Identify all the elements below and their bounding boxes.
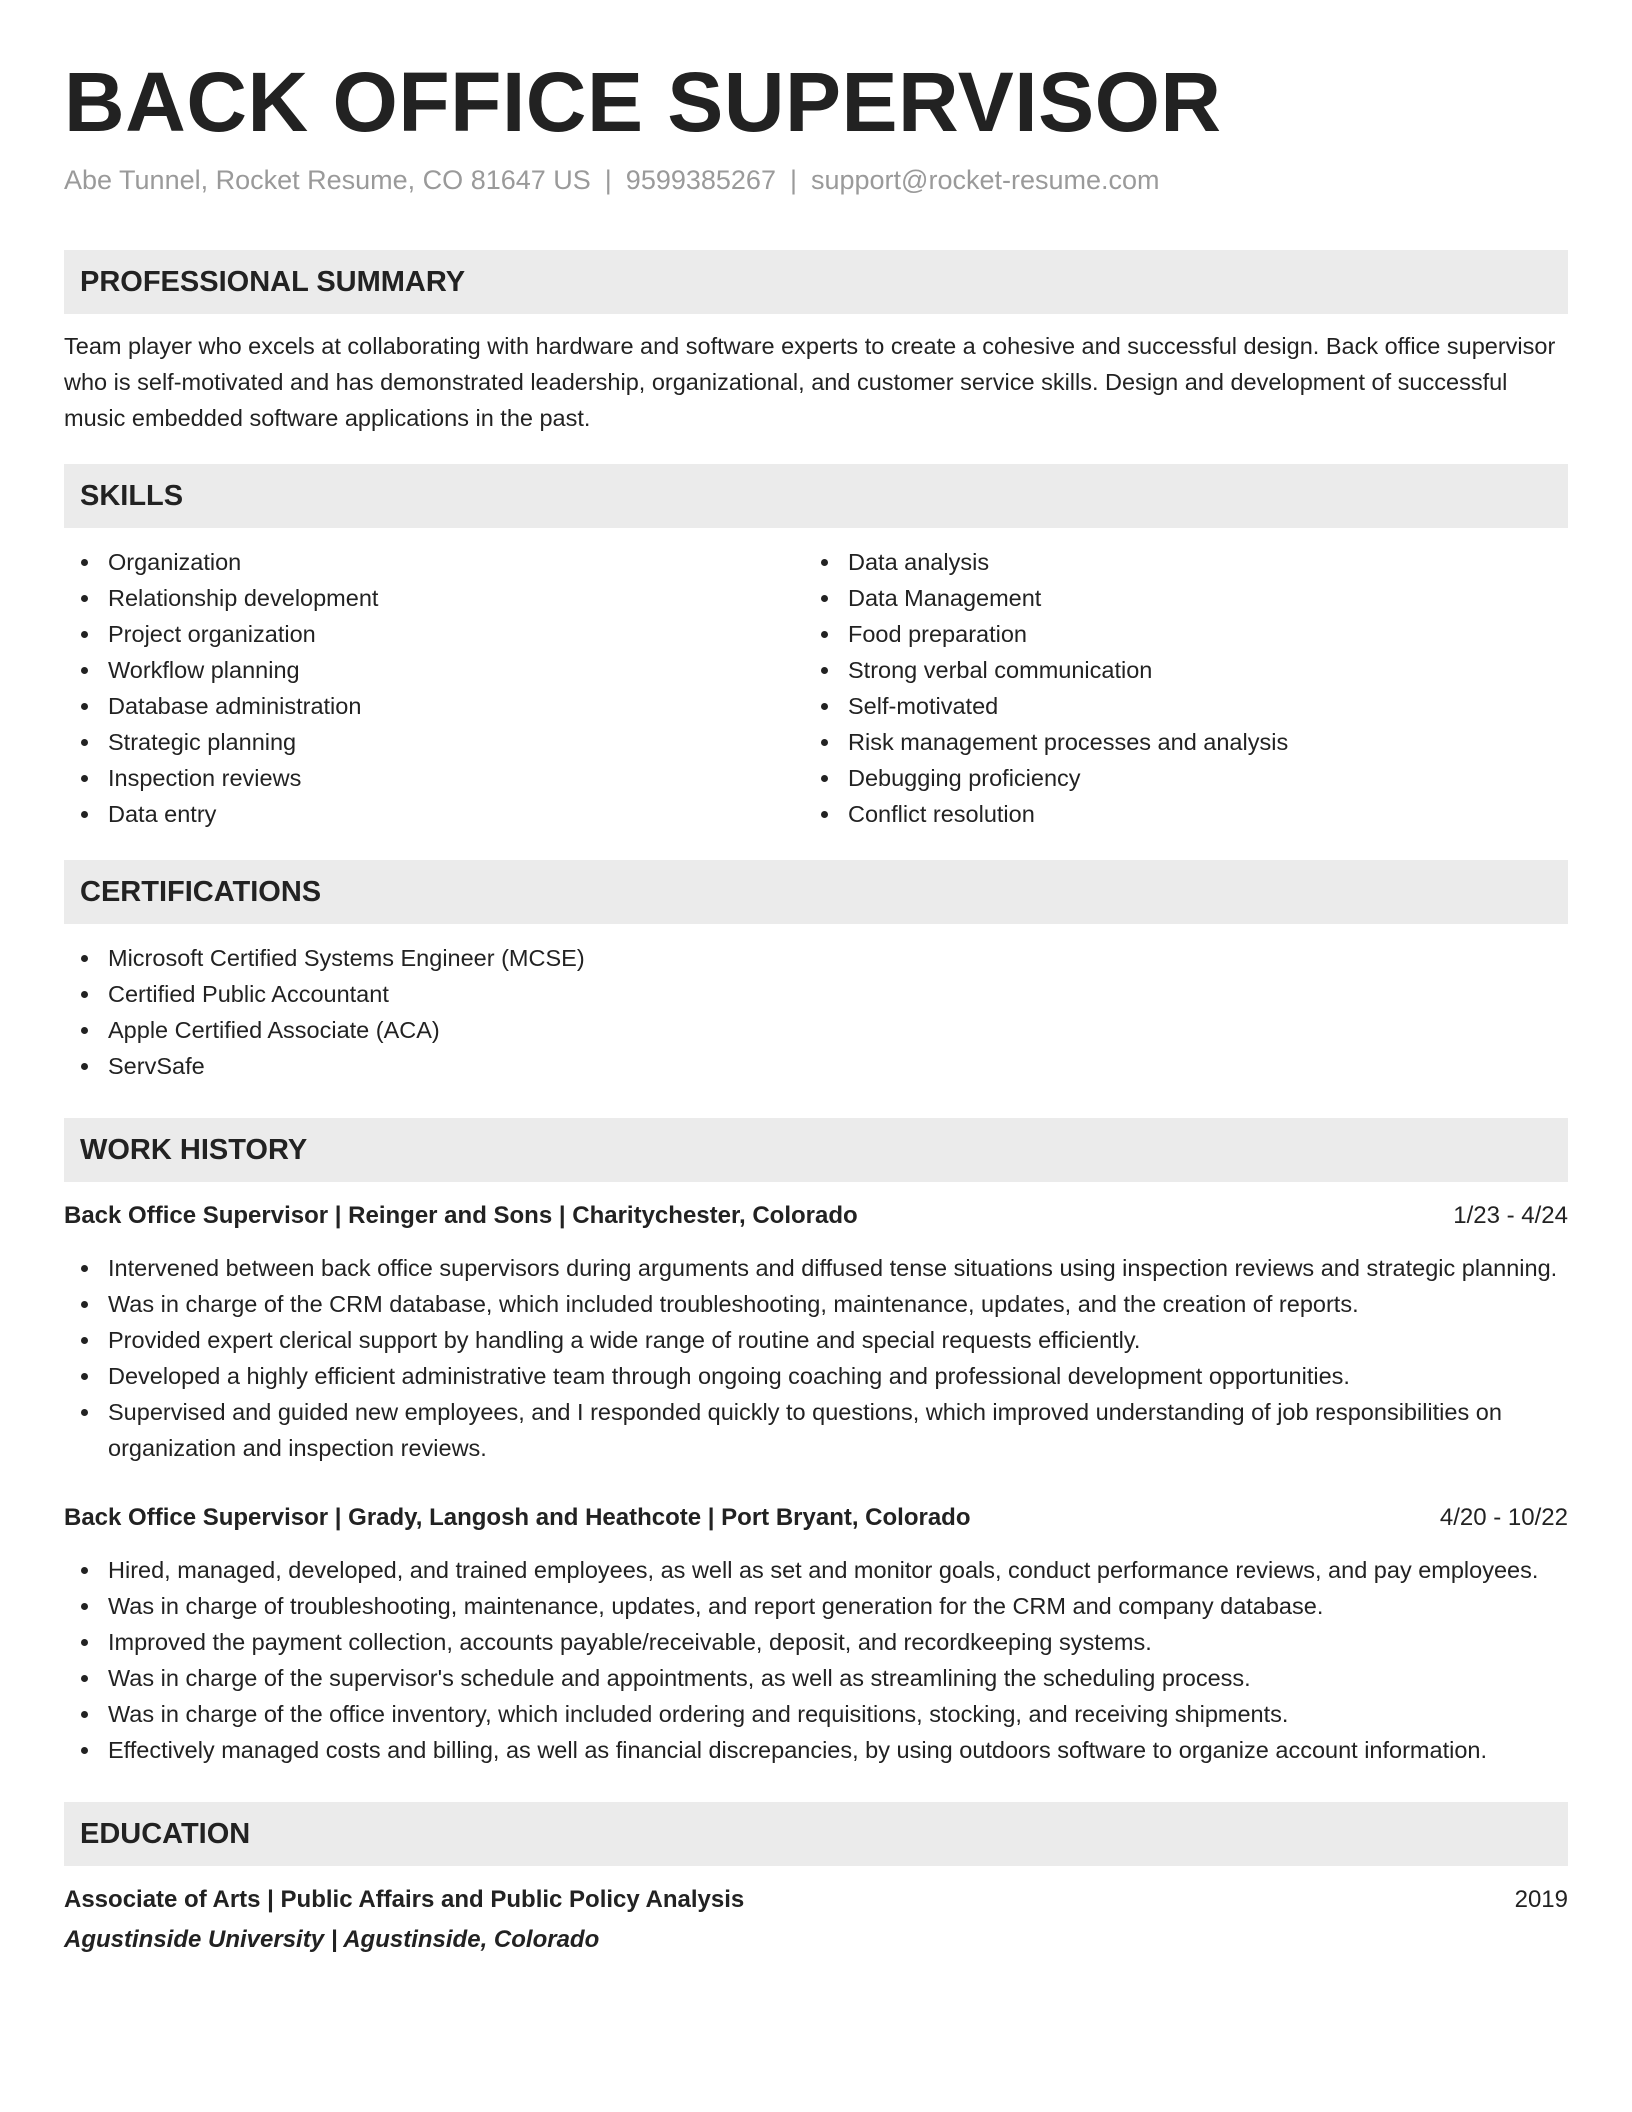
skill-item: Risk management processes and analysis <box>804 724 1544 760</box>
certification-item: Apple Certified Associate (ACA) <box>64 1012 1568 1048</box>
education-year: 2019 <box>1514 1886 1568 1913</box>
skills-column-left <box>64 544 804 832</box>
job-bullet: Intervened between back office supervisors during arguments and diffused tense situations using inspection reviews and strategic planning. <box>64 1250 1568 1286</box>
skill-item: Data entry <box>64 796 804 832</box>
education-header <box>64 1882 1568 1918</box>
contact-phone: 9599385267 <box>625 165 776 195</box>
skill-item: Workflow planning <box>64 652 804 688</box>
job-bullet: Was in charge of troubleshooting, maintenance, updates, and report generation for the CRM and company database. <box>64 1588 1568 1624</box>
education-entry <box>64 1882 1568 1958</box>
contact-separator: | <box>789 165 797 195</box>
contact-email: support@rocket-resume.com <box>810 165 1160 195</box>
section-header-skills: SKILLS <box>64 464 1568 528</box>
skill-item: Inspection reviews <box>64 760 804 796</box>
skill-item: Organization <box>64 544 804 580</box>
job-dates: 1/23 - 4/24 <box>1453 1202 1568 1229</box>
job-entry <box>64 1500 1568 1768</box>
job-bullet: Developed a highly efficient administrative team through ongoing coaching and professional development opportunities. <box>64 1358 1568 1394</box>
job-bullets <box>64 1250 1568 1466</box>
summary-text: Team player who excels at collaborating with hardware and software experts to create a cohesive and successful design. Back office supervisor who is self-motivated and has demonstrated leadership, organizational, and customer service skills. Design and development of successful music embedded software applications in the past. <box>64 333 1556 431</box>
skill-item: Data analysis <box>804 544 1544 580</box>
skill-item: Data Management <box>804 580 1544 616</box>
job-header <box>64 1500 1568 1536</box>
job-bullet: Effectively managed costs and billing, as well as financial discrepancies, by using outdoors software to organize account information. <box>64 1732 1568 1768</box>
job-bullet: Supervised and guided new employees, and I responded quickly to questions, which improved understanding of job responsibilities on organization and inspection reviews. <box>64 1394 1568 1466</box>
skill-item: Relationship development <box>64 580 804 616</box>
contact-address: Abe Tunnel, Rocket Resume, CO 81647 US <box>64 165 591 195</box>
certification-item: ServSafe <box>64 1048 1568 1084</box>
education-school: Agustinside University | Agustinside, Colorado <box>64 1926 600 1953</box>
job-dates: 4/20 - 10/22 <box>1439 1504 1568 1531</box>
section-header-summary: PROFESSIONAL SUMMARY <box>64 250 1568 314</box>
job-entry <box>64 1198 1568 1466</box>
education-degree: Associate of Arts | Public Affairs and Public Policy Analysis <box>64 1886 745 1913</box>
skills-column-right <box>804 544 1544 832</box>
section-header-work-history: WORK HISTORY <box>64 1118 1568 1182</box>
contact-separator: | <box>604 165 612 195</box>
skills-list <box>64 544 1568 832</box>
section-header-certifications: CERTIFICATIONS <box>64 860 1568 924</box>
job-title: Back Office Supervisor | Grady, Langosh and Heathcote | Port Bryant, Colorado <box>64 1504 971 1531</box>
certification-item: Microsoft Certified Systems Engineer (MCSE) <box>64 940 1568 976</box>
skill-item: Conflict resolution <box>804 796 1544 832</box>
job-bullet: Provided expert clerical support by handling a wide range of routine and special requests efficiently. <box>64 1322 1568 1358</box>
job-bullet: Was in charge of the office inventory, which included ordering and requisitions, stocking, and receiving shipments. <box>64 1696 1568 1732</box>
certifications-list <box>64 940 1568 1084</box>
job-bullet: Hired, managed, developed, and trained employees, as well as set and monitor goals, conduct performance reviews, and pay employees. <box>64 1552 1568 1588</box>
skill-item: Strategic planning <box>64 724 804 760</box>
skill-item: Self-motivated <box>804 688 1544 724</box>
job-bullet: Was in charge of the CRM database, which included troubleshooting, maintenance, updates, and the creation of reports. <box>64 1286 1568 1322</box>
job-bullets <box>64 1552 1568 1768</box>
skill-item: Project organization <box>64 616 804 652</box>
section-header-education: EDUCATION <box>64 1802 1568 1866</box>
job-title: Back Office Supervisor | Reinger and Sons | Charitychester, Colorado <box>64 1202 858 1229</box>
skill-item: Strong verbal communication <box>804 652 1544 688</box>
skill-item: Database administration <box>64 688 804 724</box>
candidate-name: BACK OFFICE SUPERVISOR <box>64 55 1222 149</box>
job-header <box>64 1198 1568 1234</box>
job-bullet: Improved the payment collection, accounts payable/receivable, deposit, and recordkeeping systems. <box>64 1624 1568 1660</box>
skill-item: Debugging proficiency <box>804 760 1544 796</box>
certification-item: Certified Public Accountant <box>64 976 1568 1012</box>
contact-line <box>64 162 1568 198</box>
job-bullet: Was in charge of the supervisor's schedule and appointments, as well as streamlining the scheduling process. <box>64 1660 1568 1696</box>
skill-item: Food preparation <box>804 616 1544 652</box>
